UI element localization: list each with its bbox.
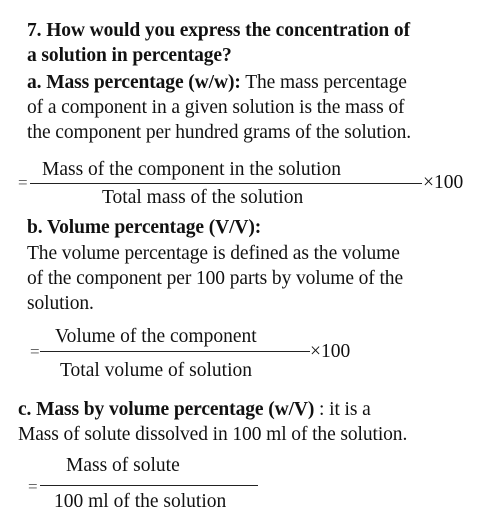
- section-a-text-1: The mass percentage: [240, 72, 407, 93]
- section-b-text-3: solution.: [27, 293, 94, 314]
- formula-c-numerator: Mass of solute: [66, 455, 180, 476]
- formula-b-multiplier: ×100: [310, 341, 351, 362]
- formula-b-denominator: Total volume of solution: [60, 360, 252, 381]
- section-a-line-1: [27, 72, 407, 94]
- section-c-text-1: : it is a: [314, 399, 371, 420]
- question-title-line-2: a solution in percentage?: [27, 45, 232, 66]
- section-a-heading: a. Mass percentage (w/w):: [27, 72, 241, 93]
- formula-b-equals: =: [30, 342, 40, 361]
- section-a-text-2: of a component in a given solution is the mass of: [27, 97, 405, 118]
- formula-b-numerator: Volume of the component: [55, 326, 257, 347]
- question-title-line-1: 7. How would you express the concentration of: [27, 20, 410, 41]
- section-c-heading: c. Mass by volume percentage (w/V): [18, 399, 315, 420]
- section-b-text-2: of the component per 100 parts by volume of the: [27, 268, 403, 289]
- section-a-text-3: the component per hundred grams of the solution.: [27, 122, 412, 143]
- formula-a-equals: =: [18, 173, 28, 192]
- formula-a-denominator: Total mass of the solution: [102, 187, 304, 208]
- formula-b-fraction-bar: [40, 351, 310, 352]
- section-b-text-1: The volume percentage is defined as the volume: [27, 243, 400, 264]
- formula-c-denominator: 100 ml of the solution: [54, 491, 227, 512]
- formula-a-numerator: Mass of the component in the solution: [42, 159, 341, 180]
- section-c-text-2: Mass of solute dissolved in 100 ml of the solution.: [18, 424, 408, 445]
- formula-a-fraction-bar: [30, 183, 422, 184]
- formula-c-equals: =: [28, 477, 38, 496]
- formula-a-multiplier: ×100: [423, 172, 464, 193]
- section-c-line-1: [18, 399, 371, 421]
- formula-c-fraction-bar: [40, 485, 258, 486]
- section-b-heading: b. Volume percentage (V/V):: [27, 217, 262, 238]
